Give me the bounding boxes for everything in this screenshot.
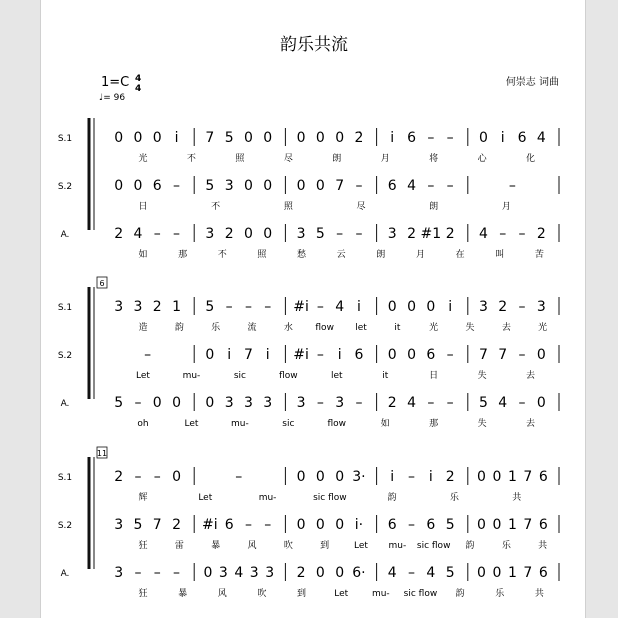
note: – [235, 469, 243, 485]
note: 3 [296, 226, 306, 242]
note: – [446, 395, 454, 411]
note: – [153, 226, 161, 242]
lyric: 韵 [465, 541, 475, 551]
lyric: 去 [526, 419, 536, 429]
note: – [244, 299, 252, 315]
note: – [499, 226, 507, 242]
note: – [173, 565, 181, 581]
note: – [355, 178, 363, 194]
note: 5 [114, 395, 124, 411]
lyric: 辉 [138, 493, 148, 503]
lyric: 化 [526, 154, 536, 164]
note: – [518, 347, 526, 363]
note: – [355, 226, 363, 242]
note: 2 [498, 299, 508, 315]
note: – [173, 178, 181, 194]
note: 3 [263, 395, 273, 411]
note: i [390, 469, 395, 485]
note: 0 [477, 517, 486, 533]
lyric: 那 [178, 250, 188, 260]
lyric: 光 [138, 154, 148, 164]
note: i [448, 299, 453, 315]
note: 1 [507, 517, 517, 533]
note: – [316, 299, 324, 315]
lyric: 如 [138, 250, 148, 260]
note: 6 [354, 347, 364, 363]
note: 0 [152, 130, 162, 146]
lyric: it [382, 371, 389, 381]
lyric: mu- [371, 589, 390, 599]
lyric: 水 [283, 323, 293, 333]
note: 0 [243, 226, 253, 242]
lyric: flow [327, 419, 347, 429]
lyric: mu- [182, 371, 201, 381]
note: 5 [445, 565, 455, 581]
note: – [153, 565, 161, 581]
note: 0 [407, 299, 417, 315]
note: 5 [478, 395, 488, 411]
note: 3 [249, 565, 259, 581]
lyric: 失 [477, 419, 487, 429]
key-signature: 1=C [101, 75, 130, 90]
lyric: 乐 [495, 589, 505, 599]
note: 6 [224, 517, 234, 533]
lyric: 如 [380, 419, 390, 429]
note: – [427, 178, 435, 194]
composer-credit: 何崇志 词曲 [505, 77, 559, 88]
note: 7 [152, 517, 162, 533]
lyric: 那 [429, 419, 439, 429]
lyric: 韵 [387, 493, 397, 503]
note: 6 [538, 469, 548, 485]
note: 7 [335, 178, 345, 194]
lyric: mu- [231, 419, 249, 429]
note: 0 [492, 565, 502, 581]
note: 0 [114, 178, 124, 194]
note: 0 [263, 178, 273, 194]
lyric: 朗 [376, 250, 386, 260]
note: 5 [205, 178, 215, 194]
note: 4 [234, 565, 244, 581]
lyric: 到 [320, 541, 330, 551]
note: 6 [387, 517, 397, 533]
lyric: 光 [538, 323, 548, 333]
note: 6 [517, 130, 527, 146]
note: 4 [335, 299, 345, 315]
note: 2 [114, 469, 124, 485]
note: 7 [243, 347, 253, 363]
measure-number: 6 [99, 279, 105, 288]
note: – [408, 517, 416, 533]
note: 0 [296, 178, 306, 194]
lyric: 照 [235, 154, 245, 164]
lyric: 共 [512, 493, 522, 503]
lyric: 苦 [534, 250, 544, 260]
lyric: 狂 [138, 589, 148, 599]
note: 0 [263, 130, 273, 146]
note: – [316, 347, 324, 363]
lyric: 去 [526, 371, 536, 381]
lyric: 造 [138, 323, 148, 333]
lyric: 不 [211, 202, 221, 212]
lyric: 风 [247, 541, 257, 551]
note: 0 [477, 469, 486, 485]
lyric: 雷 [174, 541, 184, 551]
note: 0 [315, 517, 325, 533]
note: i [357, 299, 361, 315]
lyric: 到 [297, 589, 307, 599]
lyric: 乐 [211, 323, 221, 333]
lyric: 日 [429, 371, 439, 381]
note: 4 [407, 178, 417, 194]
note: 3 [387, 226, 397, 242]
note: 5 [224, 130, 234, 146]
note: 1 [172, 299, 182, 315]
note: i· [354, 517, 364, 533]
note: 0 [172, 395, 182, 411]
note: – [153, 469, 161, 485]
note: 4 [407, 395, 417, 411]
time-signature-top: 4 [135, 74, 142, 84]
lyric: 韵 [174, 323, 184, 333]
note: – [518, 226, 526, 242]
note: 6 [538, 517, 548, 533]
part-label: S.2 [57, 182, 73, 192]
note: 7 [478, 347, 488, 363]
note: 3 [114, 299, 124, 315]
lyric: mu- [258, 493, 277, 503]
note: 7 [498, 347, 508, 363]
lyric: Let [354, 541, 368, 551]
lyric: 失 [465, 323, 475, 333]
note: 2 [445, 469, 455, 485]
note: 0 [203, 565, 213, 581]
note: 6 [407, 130, 417, 146]
note: 0 [133, 178, 143, 194]
note: 4 [387, 565, 397, 581]
lyric: 暴 [211, 541, 221, 551]
lyric: sic [233, 371, 246, 381]
note: – [134, 565, 142, 581]
note: 0 [315, 565, 325, 581]
note: 3 [114, 517, 124, 533]
note: – [244, 517, 252, 533]
lyric: 叫 [495, 250, 505, 260]
note: 0 [407, 347, 417, 363]
note: – [134, 469, 142, 485]
lyric: oh [137, 419, 149, 429]
note: 3 [296, 395, 306, 411]
note: 0 [172, 469, 182, 485]
note: 4 [536, 130, 546, 146]
score-canvas [41, 0, 585, 618]
lyric: mu- [388, 541, 407, 551]
note: 0 [335, 469, 345, 485]
note: i [174, 130, 179, 146]
note: 0 [243, 130, 253, 146]
lyric: 云 [336, 250, 346, 260]
lyric: 去 [501, 323, 511, 333]
note: 1 [507, 469, 517, 485]
note: i [265, 347, 270, 363]
lyric: 共 [534, 589, 544, 599]
note: #i [293, 347, 309, 363]
part-label: A. [60, 230, 70, 240]
lyric: it [394, 323, 401, 333]
lyric: Let [334, 589, 349, 599]
lyric: 月 [501, 202, 511, 212]
note: 0 [205, 347, 215, 363]
note: – [264, 517, 272, 533]
note: 2 [387, 395, 397, 411]
note: 3 [224, 178, 234, 194]
note: 3· [352, 469, 366, 485]
note: 0 [296, 517, 306, 533]
note: – [427, 395, 435, 411]
score-page [40, 0, 586, 618]
time-signature-bottom: 4 [135, 84, 142, 94]
lyric: 乐 [501, 541, 511, 551]
note: – [518, 299, 526, 315]
measure-number: 11 [96, 449, 108, 458]
note: 2 [445, 226, 455, 242]
note: 7 [523, 517, 533, 533]
note: 3 [335, 395, 345, 411]
note: 0 [296, 130, 306, 146]
note: 3 [133, 299, 143, 315]
part-label: A. [60, 399, 70, 409]
lyric: 暴 [178, 589, 188, 599]
note: 3 [114, 565, 124, 581]
lyric: Let [198, 493, 213, 503]
part-label: S.1 [57, 303, 73, 313]
part-label: S.1 [57, 134, 73, 144]
note: 5 [205, 299, 215, 315]
note: 2 [407, 226, 417, 242]
note: 6 [152, 178, 162, 194]
lyric: 尽 [283, 154, 293, 164]
note: #i [202, 517, 218, 533]
lyric: 共 [538, 541, 548, 551]
note: i [390, 130, 395, 146]
note: 5 [315, 226, 325, 242]
lyric: let [330, 371, 343, 381]
note: 6· [352, 565, 366, 581]
note: 2 [172, 517, 182, 533]
note: 0 [315, 469, 325, 485]
note: 6 [426, 347, 436, 363]
note: 4 [133, 226, 143, 242]
lyric: 风 [217, 589, 227, 599]
note: 0 [426, 299, 436, 315]
lyric: sic flow [403, 589, 438, 599]
note: 5 [133, 517, 143, 533]
note: 0 [315, 130, 325, 146]
note: 3 [265, 565, 275, 581]
note: 0 [243, 178, 253, 194]
lyric: 心 [477, 154, 487, 164]
note: 2 [296, 565, 306, 581]
note: – [144, 347, 152, 363]
lyric: 不 [217, 250, 227, 260]
note: 0 [387, 347, 397, 363]
lyric: 在 [455, 250, 465, 260]
note: 5 [445, 517, 455, 533]
note: – [518, 395, 526, 411]
note: 7 [205, 130, 215, 146]
note: 6 [426, 517, 436, 533]
note: 3 [224, 395, 234, 411]
tempo-mark: ♩= 96 [99, 93, 126, 103]
note: – [427, 130, 435, 146]
note: i [227, 347, 232, 363]
score-systems [58, 118, 559, 599]
part-label: S.1 [57, 473, 73, 483]
note: 6 [538, 565, 548, 581]
note: 0 [205, 395, 215, 411]
note: 0 [335, 517, 345, 533]
note: 6 [387, 178, 397, 194]
note: 0 [477, 565, 486, 581]
lyric: 不 [186, 154, 196, 164]
note: 0 [133, 130, 143, 146]
lyric: sic flow [416, 541, 451, 551]
lyric: 狂 [138, 541, 148, 551]
note: – [355, 395, 363, 411]
lyric: flow [315, 323, 334, 333]
note: 2 [114, 226, 124, 242]
note: 0 [263, 226, 273, 242]
note: 7 [523, 469, 533, 485]
note: 3 [243, 395, 253, 411]
note: 3 [478, 299, 488, 315]
lyric: Let [184, 419, 199, 429]
lyric: 将 [429, 154, 439, 164]
note: 2 [152, 299, 162, 315]
part-label: A. [60, 569, 70, 579]
note: 4 [426, 565, 436, 581]
score-title: 韵乐共流 [280, 35, 348, 55]
lyric: 朗 [332, 154, 342, 164]
note: – [408, 469, 416, 485]
lyric: 吹 [283, 541, 293, 551]
note: i [428, 469, 433, 485]
lyric: 流 [247, 323, 257, 333]
part-label: S.2 [57, 351, 73, 361]
note: i [337, 347, 342, 363]
lyric: flow [279, 371, 298, 381]
lyric: 月 [415, 250, 425, 260]
note: 0 [387, 299, 397, 315]
note: – [264, 299, 272, 315]
lyric: 照 [283, 202, 293, 212]
lyric: 月 [380, 154, 390, 164]
note: – [336, 226, 344, 242]
note: – [134, 395, 142, 411]
note: 0 [478, 130, 488, 146]
note: – [408, 565, 416, 581]
note: – [508, 178, 516, 194]
lyric: 日 [138, 202, 148, 212]
note: 3 [536, 299, 546, 315]
note: 2 [224, 226, 234, 242]
note: 0 [536, 395, 546, 411]
lyric: 朗 [429, 202, 439, 212]
note: 2̇ [354, 130, 364, 146]
lyric: 愁 [297, 250, 307, 260]
lyric: sic [282, 419, 295, 429]
lyric: 韵 [455, 589, 465, 599]
lyric: 照 [257, 250, 267, 260]
note: 1 [507, 565, 517, 581]
note: – [173, 226, 181, 242]
note: #1 [420, 226, 442, 242]
note: – [225, 299, 233, 315]
note: i [500, 130, 505, 146]
note: 0 [536, 347, 546, 363]
note: 0 [335, 565, 345, 581]
note: 0 [492, 469, 502, 485]
lyric: sic flow [313, 493, 347, 503]
note: #i [293, 299, 309, 315]
note: – [446, 178, 454, 194]
note: 0 [152, 395, 162, 411]
lyric: Let [136, 371, 150, 381]
note: 0 [335, 130, 345, 146]
note: 2 [536, 226, 546, 242]
note: 0 [296, 469, 306, 485]
lyric: 乐 [449, 493, 459, 503]
note: 0 [492, 517, 502, 533]
note: 0 [114, 130, 124, 146]
lyric: let [355, 323, 367, 333]
note: 7 [523, 565, 533, 581]
note: – [316, 395, 324, 411]
note: 4 [478, 226, 488, 242]
lyric: 尽 [356, 202, 366, 212]
part-label: S.2 [57, 521, 73, 531]
note: 4 [498, 395, 508, 411]
lyric: 吹 [257, 589, 267, 599]
note: – [446, 347, 454, 363]
note: 0 [315, 178, 325, 194]
lyric: 光 [429, 323, 439, 333]
note: – [446, 130, 454, 146]
note: 3 [205, 226, 215, 242]
note: 3 [218, 565, 228, 581]
lyric: 失 [477, 371, 487, 381]
